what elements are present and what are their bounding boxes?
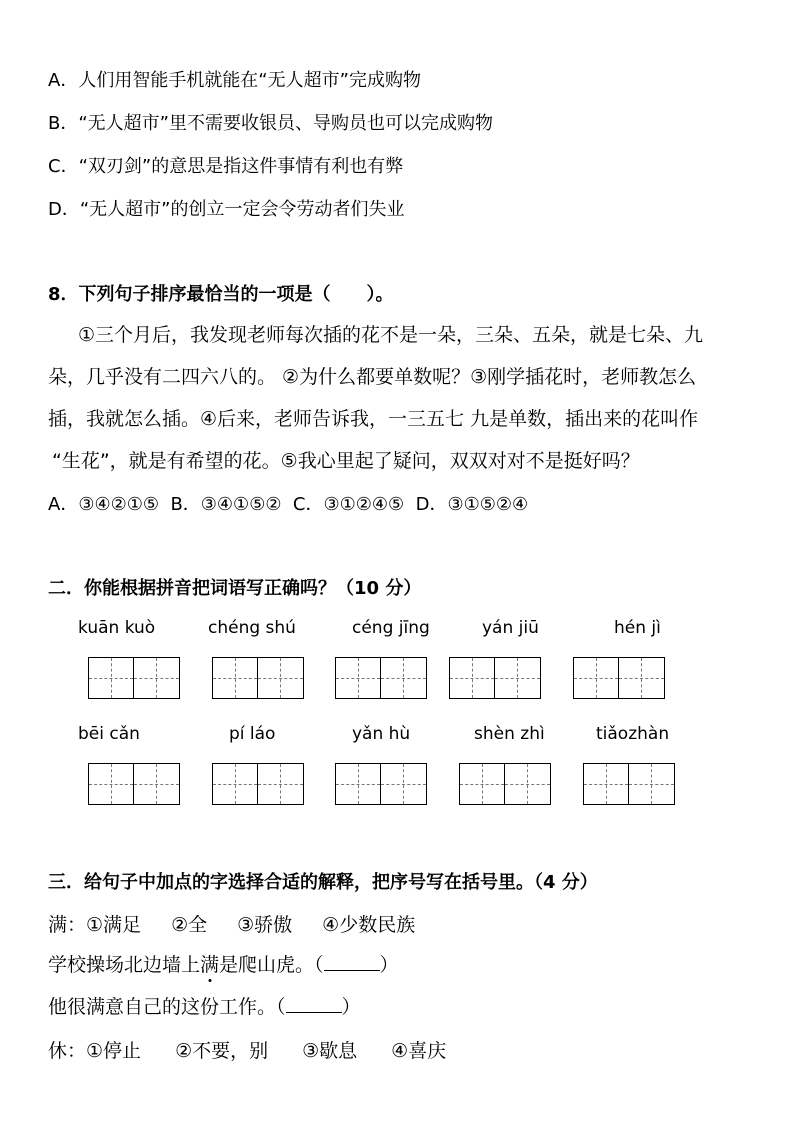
- xiu-label: 休：: [48, 1040, 87, 1062]
- sentence-1-dotted-char: 满: [200, 954, 220, 976]
- sentence-1-close: ）: [379, 954, 399, 976]
- q7-option-b: B．“无人超市”里不需要收银员、导购员也可以完成购物: [48, 113, 493, 134]
- pinyin-6: bēi cǎn: [78, 724, 140, 744]
- section2-title: 二．你能根据拼音把词语写正确吗？（10 分）: [48, 578, 422, 599]
- xiu-option-4: ④喜庆: [391, 1040, 447, 1062]
- q7-option-a: A．人们用智能手机就能在“无人超市”完成购物: [48, 70, 421, 91]
- man-option-2: ②全: [171, 914, 208, 936]
- xiu-option-1: ①停止: [86, 1040, 142, 1062]
- q7-option-c: C．“双刃剑”的意思是指这件事情有利也有弊: [48, 156, 404, 177]
- sentence-1: [48, 950, 399, 977]
- xiu-option-3: ③歇息: [302, 1040, 358, 1062]
- q8-line-2: 朵，几乎没有二四六八的。 ②为什么都要单数呢？③刚学插花时，老师教怎么: [48, 366, 697, 388]
- writing-box-10[interactable]: [583, 763, 675, 805]
- sentence-2-close: ）: [341, 996, 361, 1018]
- pinyin-9: shèn zhì: [474, 724, 545, 744]
- answer-blank-2[interactable]: [286, 996, 342, 1013]
- answer-blank-1[interactable]: [324, 954, 380, 971]
- writing-box-3[interactable]: [335, 657, 427, 699]
- sentence-2-after: 意自己的这份工作。（: [105, 996, 286, 1018]
- q8-line-1: ①三个月后，我发现老师每次插的花不是一朵，三朵、五朵，就是七朵、九: [78, 324, 704, 346]
- pinyin-1: kuān kuò: [78, 618, 156, 638]
- man-option-3: ③骄傲: [237, 914, 293, 936]
- xiu-definitions: [48, 1036, 446, 1063]
- pinyin-7: pí láo: [229, 724, 276, 744]
- sentence-2: [48, 992, 361, 1019]
- writing-box-7[interactable]: [212, 763, 304, 805]
- writing-box-1[interactable]: [88, 657, 180, 699]
- pinyin-2: chéng shú: [208, 618, 296, 638]
- writing-box-8[interactable]: [335, 763, 427, 805]
- man-option-4: ④少数民族: [322, 914, 416, 936]
- xiu-option-2: ②不要，别: [175, 1040, 269, 1062]
- sentence-1-after: 是爬山虎。（: [219, 954, 324, 976]
- q8-line-4: “生花”，就是有希望的花。⑤我心里起了疑问，双双对对不是挺好吗？: [52, 450, 640, 472]
- man-label: 满：: [48, 914, 87, 936]
- pinyin-3: céng jīng: [352, 618, 430, 638]
- writing-box-2[interactable]: [212, 657, 304, 699]
- q7-option-d: D．“无人超市”的创立一定会令劳动者们失业: [48, 199, 405, 220]
- pinyin-4: yán jiū: [482, 618, 539, 638]
- writing-box-4[interactable]: [449, 657, 541, 699]
- q8-line-3: 插，我就怎么插。④后来，老师告诉我，一三五七 九是单数，插出来的花叫作: [48, 408, 699, 430]
- writing-box-9[interactable]: [459, 763, 551, 805]
- pinyin-8: yǎn hù: [352, 724, 411, 744]
- writing-box-5[interactable]: [573, 657, 665, 699]
- q8-title: 8．下列句子排序最恰当的一项是（ ）。: [48, 284, 394, 305]
- writing-box-6[interactable]: [88, 763, 180, 805]
- pinyin-10: tiǎozhàn: [596, 724, 670, 744]
- pinyin-5: hén jì: [614, 618, 661, 638]
- sentence-2-before: 他很: [48, 996, 87, 1018]
- section3-title: 三．给句子中加点的字选择合适的解释，把序号写在括号里。（4 分）: [48, 872, 598, 893]
- man-definitions: [48, 910, 415, 937]
- sentence-2-char: 满: [86, 996, 106, 1018]
- sentence-1-before: 学校操场北边墙上: [48, 954, 201, 976]
- man-option-1: ①满足: [86, 914, 142, 936]
- q8-options: A．③④②①⑤ B．③④①⑤② C．③①②④⑤ D．③①⑤②④: [48, 494, 529, 515]
